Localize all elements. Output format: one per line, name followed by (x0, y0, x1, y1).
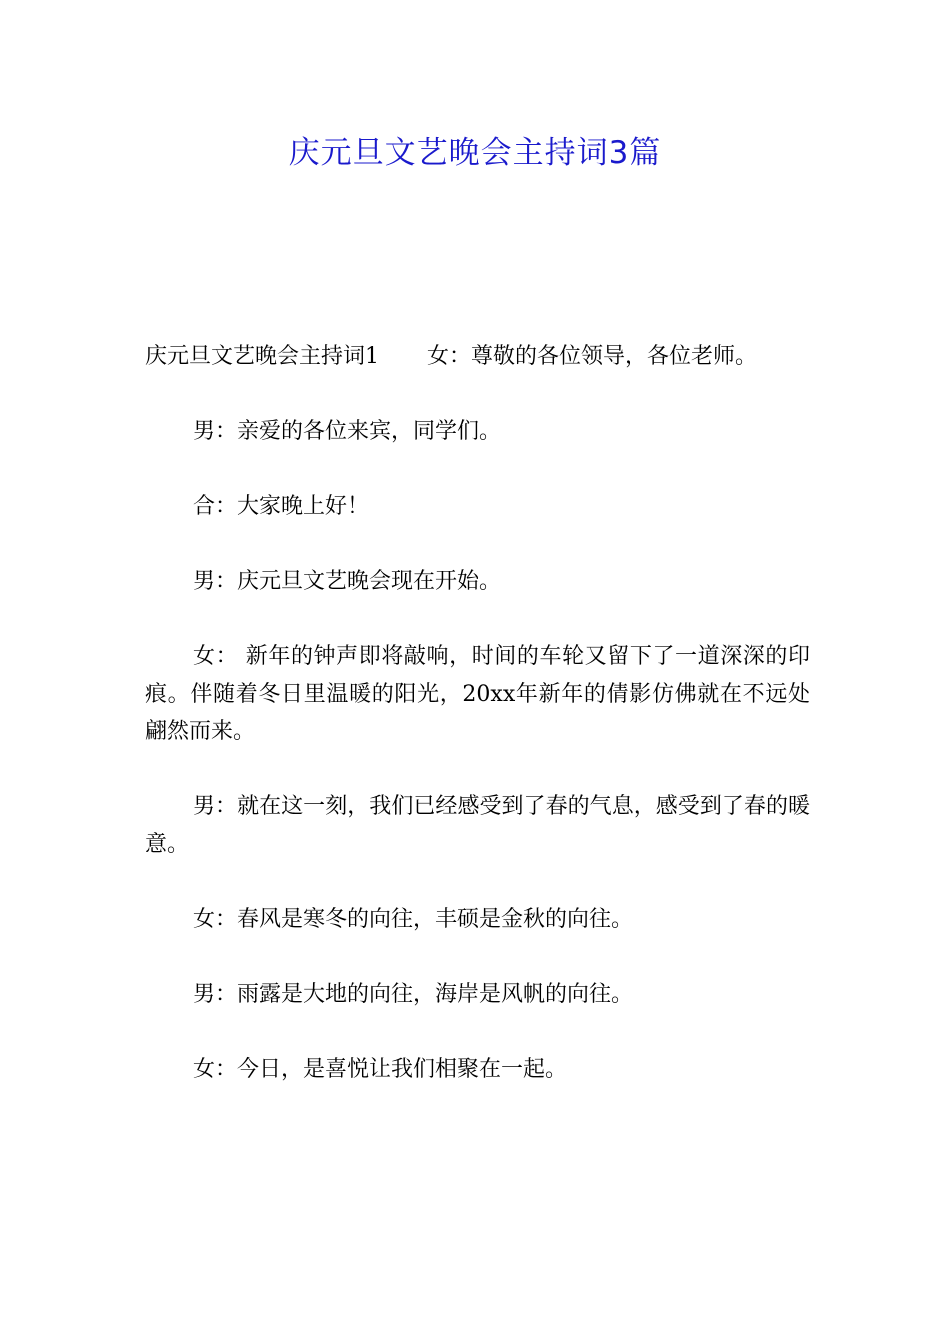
paragraph: 男：亲爱的各位来宾，同学们。 (193, 419, 502, 444)
first-paragraph (145, 338, 810, 376)
paragraph: 女：今日，是喜悦让我们相聚在一起。 (193, 1056, 568, 1082)
paragraph: 男：庆元旦文艺晚会现在开始。 (193, 569, 502, 594)
section-heading: 庆元旦文艺晚会主持词1 (145, 344, 379, 369)
document-body (145, 338, 810, 1126)
paragraph: 女：春风是寒冬的向往，丰硕是金秋的向往。 (193, 906, 634, 932)
paragraph: 男：雨露是大地的向往，海岸是风帆的向往。 (193, 981, 634, 1007)
paragraph: 合：大家晚上好！ (193, 494, 370, 519)
paragraph: 女： 新年的钟声即将敲响，时间的车轮又留下了一道深深的印痕。伴随着冬日里温暖的阳光，20xx年新年的倩影仿佛就在不远处翩然而来。 (145, 644, 810, 744)
paragraph: 男：就在这一刻，我们已经感受到了春的气息，感受到了春的暖意。 (145, 794, 810, 857)
opening-speech: 女：尊敬的各位领导，各位老师。 (427, 344, 758, 369)
document-title: 庆元旦文艺晚会主持词3篇 (288, 135, 662, 171)
